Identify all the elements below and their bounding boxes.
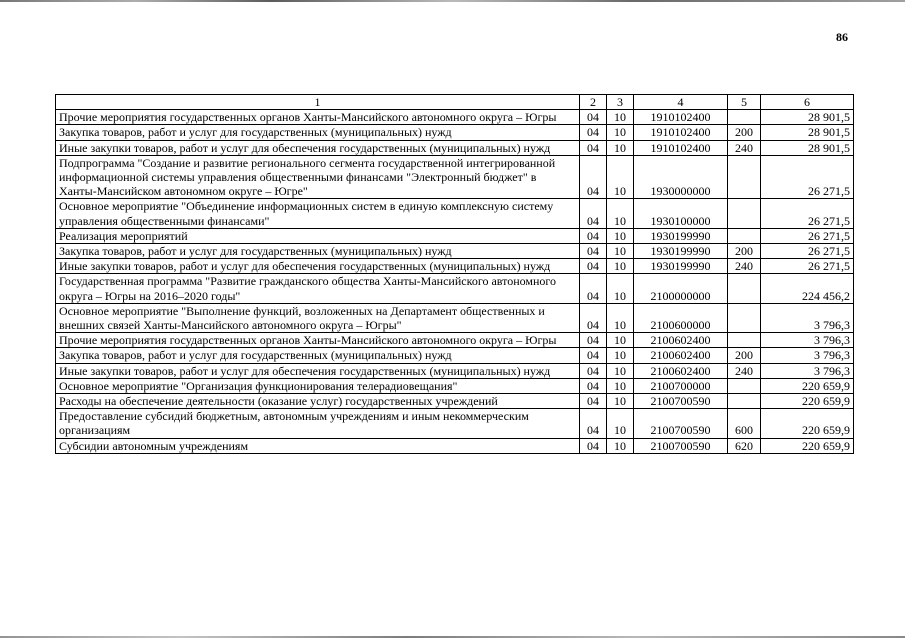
table-row bbox=[56, 333, 854, 348]
cell-expense-type: 620 bbox=[728, 438, 761, 453]
cell-amount: 220 659,9 bbox=[761, 394, 854, 409]
table-row bbox=[56, 438, 854, 453]
cell-subsection: 10 bbox=[607, 110, 634, 125]
cell-subsection: 10 bbox=[607, 244, 634, 259]
cell-subsection: 10 bbox=[607, 199, 634, 228]
cell-section: 04 bbox=[580, 155, 607, 199]
cell-subsection: 10 bbox=[607, 378, 634, 393]
cell-amount: 28 901,5 bbox=[761, 140, 854, 155]
cell-name: Иные закупки товаров, работ и услуг для обеспечения государственных (муниципальных) нужд bbox=[56, 363, 580, 378]
header-cell-3: 3 bbox=[607, 95, 634, 110]
cell-expense-type: 200 bbox=[728, 125, 761, 140]
table-row bbox=[56, 199, 854, 228]
cell-subsection: 10 bbox=[607, 394, 634, 409]
cell-section: 04 bbox=[580, 110, 607, 125]
cell-expense-type: 240 bbox=[728, 140, 761, 155]
cell-expense-type bbox=[728, 228, 761, 243]
cell-amount: 3 796,3 bbox=[761, 363, 854, 378]
cell-target-article: 2100602400 bbox=[634, 333, 728, 348]
cell-name: Расходы на обеспечение деятельности (оказание услуг) государственных учреждений bbox=[56, 394, 580, 409]
cell-expense-type bbox=[728, 199, 761, 228]
cell-expense-type bbox=[728, 378, 761, 393]
header-cell-4: 4 bbox=[634, 95, 728, 110]
cell-amount: 26 271,5 bbox=[761, 155, 854, 199]
budget-table bbox=[55, 94, 854, 454]
cell-expense-type: 240 bbox=[728, 363, 761, 378]
cell-subsection: 10 bbox=[607, 125, 634, 140]
cell-name: Реализация мероприятий bbox=[56, 228, 580, 243]
cell-section: 04 bbox=[580, 394, 607, 409]
cell-target-article: 1910102400 bbox=[634, 125, 728, 140]
header-cell-2: 2 bbox=[580, 95, 607, 110]
table-row bbox=[56, 244, 854, 259]
cell-expense-type bbox=[728, 394, 761, 409]
cell-expense-type: 600 bbox=[728, 409, 761, 438]
cell-target-article: 1910102400 bbox=[634, 110, 728, 125]
cell-name: Государственная программа "Развитие гражданского общества Ханты-Мансийского автономного округа – Югры на 2016–2020 годы" bbox=[56, 274, 580, 303]
cell-subsection: 10 bbox=[607, 333, 634, 348]
cell-expense-type: 200 bbox=[728, 348, 761, 363]
table-row bbox=[56, 348, 854, 363]
cell-subsection: 10 bbox=[607, 303, 634, 332]
cell-section: 04 bbox=[580, 140, 607, 155]
cell-name: Прочие мероприятия государственных органов Ханты-Мансийского автономного округа – Югры bbox=[56, 110, 580, 125]
table-row bbox=[56, 303, 854, 332]
cell-amount: 220 659,9 bbox=[761, 438, 854, 453]
cell-name: Субсидии автономным учреждениям bbox=[56, 438, 580, 453]
cell-name: Подпрограмма "Создание и развитие регионального сегмента государственной интегрированной информационной системы управления общественными финансами "Электронный бюджет" в Ханты-Мансийском автономном округе – Югре" bbox=[56, 155, 580, 199]
cell-amount: 26 271,5 bbox=[761, 259, 854, 274]
cell-subsection: 10 bbox=[607, 274, 634, 303]
cell-expense-type bbox=[728, 155, 761, 199]
cell-amount: 224 456,2 bbox=[761, 274, 854, 303]
scan-edge-top bbox=[0, 0, 905, 2]
cell-section: 04 bbox=[580, 438, 607, 453]
cell-target-article: 1930199990 bbox=[634, 244, 728, 259]
cell-name: Основное мероприятие "Выполнение функций, возложенных на Департамент общественных и внешних связей Ханты-Мансийского автономного округа – Югры" bbox=[56, 303, 580, 332]
cell-section: 04 bbox=[580, 244, 607, 259]
cell-target-article: 2100700000 bbox=[634, 378, 728, 393]
cell-subsection: 10 bbox=[607, 155, 634, 199]
cell-expense-type bbox=[728, 333, 761, 348]
cell-section: 04 bbox=[580, 363, 607, 378]
scan-edge-bottom bbox=[0, 636, 905, 638]
table-row bbox=[56, 155, 854, 199]
cell-subsection: 10 bbox=[607, 259, 634, 274]
cell-name: Закупка товаров, работ и услуг для государственных (муниципальных) нужд bbox=[56, 348, 580, 363]
cell-amount: 220 659,9 bbox=[761, 378, 854, 393]
cell-name: Закупка товаров, работ и услуг для государственных (муниципальных) нужд bbox=[56, 125, 580, 140]
cell-subsection: 10 bbox=[607, 140, 634, 155]
cell-target-article: 2100700590 bbox=[634, 394, 728, 409]
cell-expense-type: 240 bbox=[728, 259, 761, 274]
cell-name: Иные закупки товаров, работ и услуг для обеспечения государственных (муниципальных) нужд bbox=[56, 140, 580, 155]
cell-subsection: 10 bbox=[607, 409, 634, 438]
cell-target-article: 1930199990 bbox=[634, 228, 728, 243]
cell-amount: 220 659,9 bbox=[761, 409, 854, 438]
cell-target-article: 1930199990 bbox=[634, 259, 728, 274]
table-row bbox=[56, 228, 854, 243]
cell-subsection: 10 bbox=[607, 438, 634, 453]
table-row bbox=[56, 394, 854, 409]
cell-target-article: 1930100000 bbox=[634, 199, 728, 228]
cell-name: Предоставление субсидий бюджетным, автономным учреждениям и иным некоммерческим организациям bbox=[56, 409, 580, 438]
cell-target-article: 2100700590 bbox=[634, 409, 728, 438]
cell-expense-type: 200 bbox=[728, 244, 761, 259]
header-row bbox=[56, 95, 854, 110]
cell-section: 04 bbox=[580, 348, 607, 363]
table-row bbox=[56, 125, 854, 140]
cell-expense-type bbox=[728, 274, 761, 303]
cell-section: 04 bbox=[580, 378, 607, 393]
cell-section: 04 bbox=[580, 303, 607, 332]
cell-target-article: 2100602400 bbox=[634, 348, 728, 363]
cell-amount: 28 901,5 bbox=[761, 110, 854, 125]
cell-name: Прочие мероприятия государственных органов Ханты-Мансийского автономного округа – Югры bbox=[56, 333, 580, 348]
cell-amount: 3 796,3 bbox=[761, 303, 854, 332]
table-row bbox=[56, 409, 854, 438]
table-row bbox=[56, 363, 854, 378]
header-cell-6: 6 bbox=[761, 95, 854, 110]
table-row bbox=[56, 110, 854, 125]
cell-section: 04 bbox=[580, 333, 607, 348]
page-number: 86 bbox=[836, 30, 848, 44]
cell-amount: 26 271,5 bbox=[761, 199, 854, 228]
cell-target-article: 1910102400 bbox=[634, 140, 728, 155]
cell-section: 04 bbox=[580, 199, 607, 228]
table-row bbox=[56, 259, 854, 274]
cell-expense-type bbox=[728, 110, 761, 125]
cell-target-article: 2100602400 bbox=[634, 363, 728, 378]
cell-target-article: 2100600000 bbox=[634, 303, 728, 332]
cell-expense-type bbox=[728, 303, 761, 332]
cell-subsection: 10 bbox=[607, 348, 634, 363]
cell-name: Иные закупки товаров, работ и услуг для обеспечения государственных (муниципальных) нужд bbox=[56, 259, 580, 274]
cell-section: 04 bbox=[580, 274, 607, 303]
cell-amount: 26 271,5 bbox=[761, 228, 854, 243]
cell-section: 04 bbox=[580, 125, 607, 140]
cell-subsection: 10 bbox=[607, 228, 634, 243]
cell-amount: 28 901,5 bbox=[761, 125, 854, 140]
cell-section: 04 bbox=[580, 409, 607, 438]
cell-name: Закупка товаров, работ и услуг для государственных (муниципальных) нужд bbox=[56, 244, 580, 259]
table-row bbox=[56, 274, 854, 303]
cell-amount: 3 796,3 bbox=[761, 333, 854, 348]
cell-amount: 26 271,5 bbox=[761, 244, 854, 259]
cell-target-article: 1930000000 bbox=[634, 155, 728, 199]
cell-section: 04 bbox=[580, 228, 607, 243]
cell-name: Основное мероприятие "Организация функционирования телерадиовещания" bbox=[56, 378, 580, 393]
table-row bbox=[56, 140, 854, 155]
cell-amount: 3 796,3 bbox=[761, 348, 854, 363]
cell-target-article: 2100700590 bbox=[634, 438, 728, 453]
header-cell-5: 5 bbox=[728, 95, 761, 110]
cell-section: 04 bbox=[580, 259, 607, 274]
table-row bbox=[56, 378, 854, 393]
cell-subsection: 10 bbox=[607, 363, 634, 378]
cell-target-article: 2100000000 bbox=[634, 274, 728, 303]
cell-name: Основное мероприятие "Объединение информационных систем в единую комплексную систему управления общественными финансами" bbox=[56, 199, 580, 228]
header-cell-1: 1 bbox=[56, 95, 580, 110]
table-body bbox=[56, 110, 854, 454]
